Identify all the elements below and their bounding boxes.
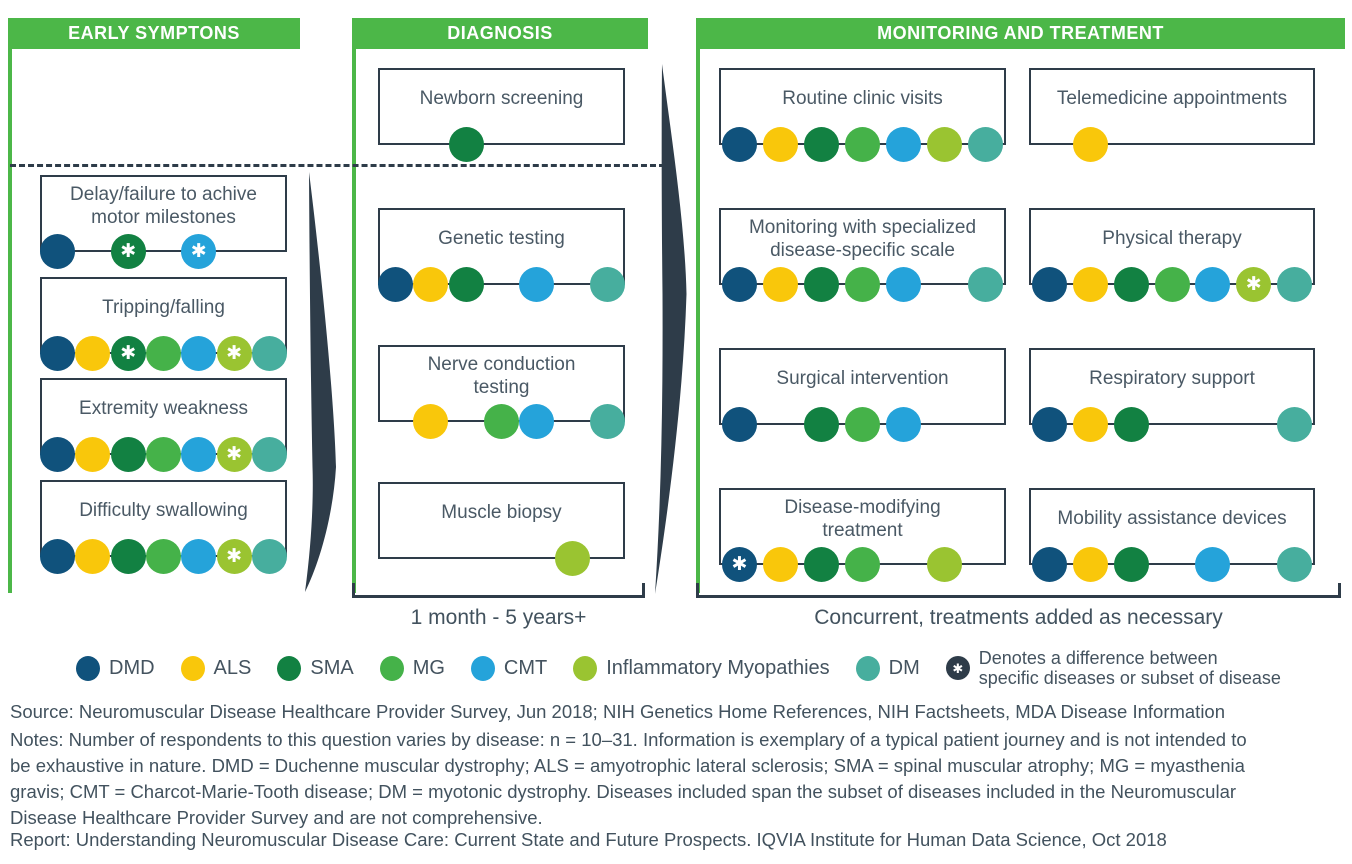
disease-dot-im-asterisk (1236, 267, 1271, 302)
disease-dot-mg (845, 407, 880, 442)
dot-slot (1111, 127, 1152, 162)
asterisk-mark: ✱ (190, 241, 207, 262)
dot-slot (965, 127, 1006, 162)
disease-dot-im (927, 547, 962, 582)
dot-slot (1029, 407, 1070, 442)
legend-dot-als (181, 656, 205, 681)
dot-slot (252, 234, 287, 269)
disease-dot-als (1073, 407, 1108, 442)
disease-dot-im-asterisk (217, 437, 252, 472)
dot-slot (378, 267, 413, 302)
dot-slot (484, 127, 519, 162)
dot-slot (519, 404, 554, 439)
journey-box-title: Respiratory support (1089, 368, 1255, 390)
disease-dot-mg (146, 437, 181, 472)
dot-slot (883, 407, 924, 442)
dot-slot (1111, 547, 1152, 582)
journey-box (40, 378, 287, 465)
dot-slot (1152, 267, 1193, 302)
dot-slot (842, 407, 883, 442)
disease-dot-sma (804, 267, 839, 302)
disease-dot-sma (1114, 547, 1149, 582)
legend-label: Inflammatory Myopathies (606, 656, 830, 679)
disease-dot-dmd (378, 267, 413, 302)
dot-slot (801, 547, 842, 582)
disease-dot-sma (111, 539, 146, 574)
asterisk-mark: ✱ (120, 343, 137, 364)
dot-slot (146, 539, 181, 574)
disease-dot-als (413, 404, 448, 439)
dot-slot (75, 234, 110, 269)
disease-dot-dm (968, 267, 1003, 302)
dot-slot (1233, 407, 1274, 442)
dot-slot (111, 437, 146, 472)
journey-box (1029, 348, 1315, 425)
dot-slot (1274, 547, 1315, 582)
disease-dot-mg (845, 267, 880, 302)
dot-slot (719, 547, 760, 582)
dot-slot (449, 541, 484, 576)
journey-box (1029, 488, 1315, 565)
disease-dot-cmt (886, 267, 921, 302)
dot-slot (760, 267, 801, 302)
journey-box (719, 208, 1006, 285)
dot-slot (519, 127, 554, 162)
asterisk-mark: ✱ (120, 241, 137, 262)
legend-label: MG (412, 656, 445, 679)
asterisk-mark: ✱ (226, 444, 242, 465)
disease-dot-cmt (181, 437, 216, 472)
legend-label: DMD (109, 656, 155, 679)
dot-slot (1029, 127, 1070, 162)
disease-dot-row (1029, 127, 1315, 162)
disease-dot-im (555, 541, 590, 576)
journey-box (1029, 68, 1315, 145)
dot-slot (40, 437, 75, 472)
dot-slot (1029, 267, 1070, 302)
disease-dot-row (40, 336, 287, 371)
journey-box (378, 68, 625, 145)
disease-dot-dmd (1032, 547, 1067, 582)
legend-label: ALS (213, 656, 252, 679)
disease-dot-sma-asterisk (111, 336, 146, 371)
disease-dot-cmt (519, 267, 554, 302)
dot-slot (40, 539, 75, 574)
disease-dot-dmd (40, 234, 75, 269)
dot-slot (216, 539, 251, 574)
disease-dot-row (719, 407, 1006, 442)
disease-dot-cmt (886, 127, 921, 162)
journey-box (378, 208, 625, 285)
disease-dot-sma (111, 437, 146, 472)
dot-slot (590, 127, 625, 162)
disease-dot-cmt (886, 407, 921, 442)
journey-box-title: Physical therapy (1102, 228, 1242, 250)
dot-slot (965, 407, 1006, 442)
disease-dot-cmt-asterisk (181, 234, 216, 269)
legend-item-cmt (471, 656, 547, 681)
disease-dot-dmd (722, 127, 757, 162)
asterisk-mark: ✱ (1245, 274, 1262, 295)
disease-dot-dmd (40, 539, 75, 574)
flow-arrow-icon (650, 64, 690, 594)
journey-box (378, 482, 625, 559)
notes-text (10, 727, 1247, 831)
disease-dot-cmt (1195, 267, 1230, 302)
disease-dot-im-asterisk (217, 336, 252, 371)
disease-dot-row (378, 404, 625, 439)
dot-slot (181, 539, 216, 574)
dot-slot (449, 267, 484, 302)
dot-slot (378, 127, 413, 162)
dot-slot (760, 127, 801, 162)
disease-dot-row (40, 234, 287, 269)
dot-slot (1233, 547, 1274, 582)
dot-slot (413, 541, 448, 576)
disease-dot-mg (1155, 267, 1190, 302)
disease-dot-dmd (722, 407, 757, 442)
disease-dot-sma-asterisk (111, 234, 146, 269)
disease-dot-row (719, 547, 1006, 582)
legend-item-im (573, 656, 829, 681)
dot-slot (1152, 127, 1193, 162)
dot-slot (216, 336, 251, 371)
disease-dot-mg (484, 404, 519, 439)
disease-dot-im (927, 127, 962, 162)
asterisk-mark: ✱ (731, 554, 748, 575)
dot-slot (40, 336, 75, 371)
dot-slot (519, 267, 554, 302)
dot-slot (1152, 547, 1193, 582)
journey-box-title: Difficulty swallowing (79, 500, 248, 522)
disease-dot-mg (146, 539, 181, 574)
dot-slot (378, 541, 413, 576)
disease-dot-dm (590, 404, 625, 439)
dot-slot (449, 127, 484, 162)
accent-line-monitoring (696, 18, 700, 593)
dot-slot (1070, 127, 1111, 162)
dot-slot (883, 547, 924, 582)
dot-slot (146, 234, 181, 269)
disease-dot-cmt (181, 336, 216, 371)
dot-slot (1070, 267, 1111, 302)
dot-slot (519, 541, 554, 576)
disease-dot-row (1029, 267, 1315, 302)
dot-slot (1111, 407, 1152, 442)
disease-dot-sma (449, 127, 484, 162)
disease-dot-row (40, 437, 287, 472)
disease-dot-als (763, 127, 798, 162)
dot-slot (181, 234, 216, 269)
dot-slot (216, 437, 251, 472)
dot-slot (924, 267, 965, 302)
report-text: Report: Understanding Neuromuscular Disease Care: Current State and Future Prospects. IQVIA Institute for Human Data Science, Oct 2018 (10, 829, 1167, 850)
journey-box (378, 345, 625, 422)
asterisk-note-line: Denotes a difference between (978, 648, 1218, 668)
disease-dot-sma (1114, 407, 1149, 442)
accent-line-diagnosis (352, 18, 356, 593)
journey-box-title: Monitoring with specialized disease-specific scale (748, 217, 977, 261)
disease-dot-cmt (519, 404, 554, 439)
journey-box (40, 175, 287, 262)
journey-box (40, 277, 287, 364)
dot-slot (590, 267, 625, 302)
dot-slot (75, 336, 110, 371)
legend-label: DM (888, 656, 920, 679)
dot-slot (1070, 547, 1111, 582)
dot-slot (75, 437, 110, 472)
disease-dot-row (40, 539, 287, 574)
disease-dot-dm (1277, 407, 1312, 442)
legend-dot-dmd (76, 656, 100, 681)
journey-box-title: Disease-modifying treatment (784, 497, 941, 541)
duration-label-monitoring: Concurrent, treatments added as necessary (814, 606, 1223, 629)
notes-line: Notes: Number of respondents to this question varies by disease: n = 10–31. Information is exemplary of a typical patient journey and is not intended to (10, 729, 1247, 750)
dot-slot (146, 437, 181, 472)
dot-slot (413, 127, 448, 162)
disease-dot-sma (804, 127, 839, 162)
dot-slot (801, 127, 842, 162)
disease-dot-mg (146, 336, 181, 371)
dot-slot (216, 234, 251, 269)
dot-slot (924, 407, 965, 442)
source-text: Source: Neuromuscular Disease Healthcare Provider Survey, Jun 2018; NIH Genetics Home References, NIH Factsheets, MDA Disease Information (10, 701, 1226, 722)
disease-dot-mg (845, 547, 880, 582)
dot-slot (111, 539, 146, 574)
legend-dot-mg (380, 656, 404, 681)
journey-box-title: Mobility assistance devices (1057, 508, 1287, 530)
disease-dot-dm (1277, 547, 1312, 582)
duration-label-diagnosis: 1 month - 5 years+ (410, 606, 587, 629)
disease-dot-dmd-asterisk (722, 547, 757, 582)
notes-line: Disease Healthcare Provider Survey and are not comprehensive. (10, 807, 543, 828)
asterisk-note (979, 648, 1281, 688)
dot-slot (554, 127, 589, 162)
dot-slot (883, 127, 924, 162)
dot-slot (1233, 127, 1274, 162)
disease-dot-als (75, 437, 110, 472)
dot-slot (554, 404, 589, 439)
dot-slot (1192, 267, 1233, 302)
dot-slot (760, 407, 801, 442)
dot-slot (1274, 267, 1315, 302)
dot-slot (146, 336, 181, 371)
disease-dot-cmt (181, 539, 216, 574)
presymptomatic-divider-line (10, 164, 665, 167)
disease-dot-als (763, 267, 798, 302)
notes-line: be exhaustive in nature. DMD = Duchenne muscular dystrophy; ALS = amyotrophic lateral sclerosis; SMA = spinal muscular atrophy; MG = myasthenia (10, 755, 1245, 776)
disease-dot-row (1029, 407, 1315, 442)
disease-dot-sma (804, 547, 839, 582)
disease-dot-als (75, 539, 110, 574)
journey-box (40, 480, 287, 567)
legend-dot-dm (856, 656, 880, 681)
legend-dot-im (573, 656, 597, 681)
legend-item-als (181, 656, 252, 681)
disease-dot-dm (590, 267, 625, 302)
dot-slot (413, 267, 448, 302)
disease-dot-dmd (40, 437, 75, 472)
column-header-early-symptoms: EARLY SYMPTONS (8, 18, 300, 49)
dot-slot (1192, 407, 1233, 442)
legend (76, 648, 1322, 688)
disease-dot-mg (845, 127, 880, 162)
disease-dot-row (378, 541, 625, 576)
asterisk-legend (946, 648, 1281, 688)
dot-slot (719, 267, 760, 302)
disease-dot-dm (252, 437, 287, 472)
disease-dot-row (719, 127, 1006, 162)
disease-dot-dmd (1032, 267, 1067, 302)
dot-slot (719, 407, 760, 442)
disease-dot-dmd (1032, 407, 1067, 442)
disease-dot-als (1073, 547, 1108, 582)
dot-slot (484, 404, 519, 439)
journey-box (719, 348, 1006, 425)
journey-box (719, 68, 1006, 145)
dot-slot (719, 127, 760, 162)
disease-dot-als (413, 267, 448, 302)
dot-slot (484, 267, 519, 302)
accent-line-early (8, 18, 12, 593)
dot-slot (842, 267, 883, 302)
legend-dot-sma (277, 656, 301, 681)
column-header-monitoring: MONITORING AND TREATMENT (696, 18, 1345, 49)
asterisk-mark: ✱ (226, 546, 242, 567)
legend-label: SMA (310, 656, 354, 679)
journey-box-title: Nerve conduction testing (427, 354, 576, 398)
dot-slot (1274, 127, 1315, 162)
journey-box-title: Tripping/falling (102, 297, 225, 319)
dot-slot (883, 267, 924, 302)
notes-line: gravis; CMT = Charcot-Marie-Tooth disease; DM = myotonic dystrophy. Diseases included span the subset of diseases included in the Neuromuscular (10, 781, 1237, 802)
dot-slot (1111, 267, 1152, 302)
duration-bracket-monitoring (696, 583, 1341, 598)
legend-items (76, 656, 920, 681)
dot-slot (1029, 547, 1070, 582)
journey-box (1029, 208, 1315, 295)
dot-slot (965, 267, 1006, 302)
journey-box (719, 488, 1006, 575)
disease-dot-dm (1277, 267, 1312, 302)
dot-slot (924, 547, 965, 582)
disease-dot-als (1073, 267, 1108, 302)
asterisk-badge-icon: ✱ (946, 656, 970, 680)
dot-slot (924, 127, 965, 162)
dot-slot (484, 541, 519, 576)
journey-box-title: Routine clinic visits (782, 88, 943, 110)
dot-slot (1192, 127, 1233, 162)
disease-dot-cmt (1195, 547, 1230, 582)
legend-dot-cmt (471, 656, 495, 681)
dot-slot (842, 127, 883, 162)
disease-dot-row (378, 127, 625, 162)
disease-dot-dm (252, 336, 287, 371)
dot-slot (590, 404, 625, 439)
asterisk-mark: ✱ (226, 343, 242, 364)
dot-slot (449, 404, 484, 439)
dot-slot (413, 404, 448, 439)
dot-slot (181, 336, 216, 371)
disease-dot-als (763, 547, 798, 582)
disease-dot-dm (252, 539, 287, 574)
dot-slot (1192, 547, 1233, 582)
dot-slot (252, 336, 287, 371)
dot-slot (760, 547, 801, 582)
legend-item-mg (380, 656, 445, 681)
dot-slot (1070, 407, 1111, 442)
journey-box-title: Newborn screening (419, 88, 584, 110)
disease-dot-sma (804, 407, 839, 442)
disease-dot-im-asterisk (217, 539, 252, 574)
dot-slot (111, 336, 146, 371)
legend-item-dm (856, 656, 920, 681)
disease-dot-row (719, 267, 1006, 302)
journey-box-title: Genetic testing (438, 228, 565, 250)
dot-slot (1233, 267, 1274, 302)
disease-dot-als (75, 336, 110, 371)
disease-dot-sma (1114, 267, 1149, 302)
journey-box-title: Delay/failure to achive motor milestones (70, 184, 257, 228)
dot-slot (111, 234, 146, 269)
dot-slot (842, 547, 883, 582)
disease-dot-als (1073, 127, 1108, 162)
dot-slot (181, 437, 216, 472)
legend-item-dmd (76, 656, 155, 681)
journey-box-title: Extremity weakness (79, 398, 248, 420)
disease-dot-row (1029, 547, 1315, 582)
flow-arrow-icon (299, 172, 339, 592)
dot-slot (1274, 407, 1315, 442)
dot-slot (75, 539, 110, 574)
dot-slot (965, 547, 1006, 582)
dot-slot (590, 541, 625, 576)
asterisk-note-line: specific diseases or subset of disease (978, 668, 1281, 688)
dot-slot (801, 407, 842, 442)
duration-bracket-diagnosis (352, 583, 645, 598)
disease-dot-dmd (40, 336, 75, 371)
dot-slot (40, 234, 75, 269)
dot-slot (554, 267, 589, 302)
journey-box-title: Muscle biopsy (441, 502, 562, 524)
disease-dot-dm (968, 127, 1003, 162)
legend-label: CMT (503, 656, 548, 679)
dot-slot (554, 541, 589, 576)
disease-dot-sma (449, 267, 484, 302)
legend-item-sma (277, 656, 353, 681)
journey-box-title: Telemedicine appointments (1056, 88, 1288, 110)
dot-slot (378, 404, 413, 439)
column-header-diagnosis: DIAGNOSIS (352, 18, 648, 49)
dot-slot (252, 437, 287, 472)
dot-slot (1152, 407, 1193, 442)
disease-dot-row (378, 267, 625, 302)
dot-slot (801, 267, 842, 302)
dot-slot (252, 539, 287, 574)
disease-dot-dmd (722, 267, 757, 302)
journey-box-title: Surgical intervention (776, 368, 949, 390)
